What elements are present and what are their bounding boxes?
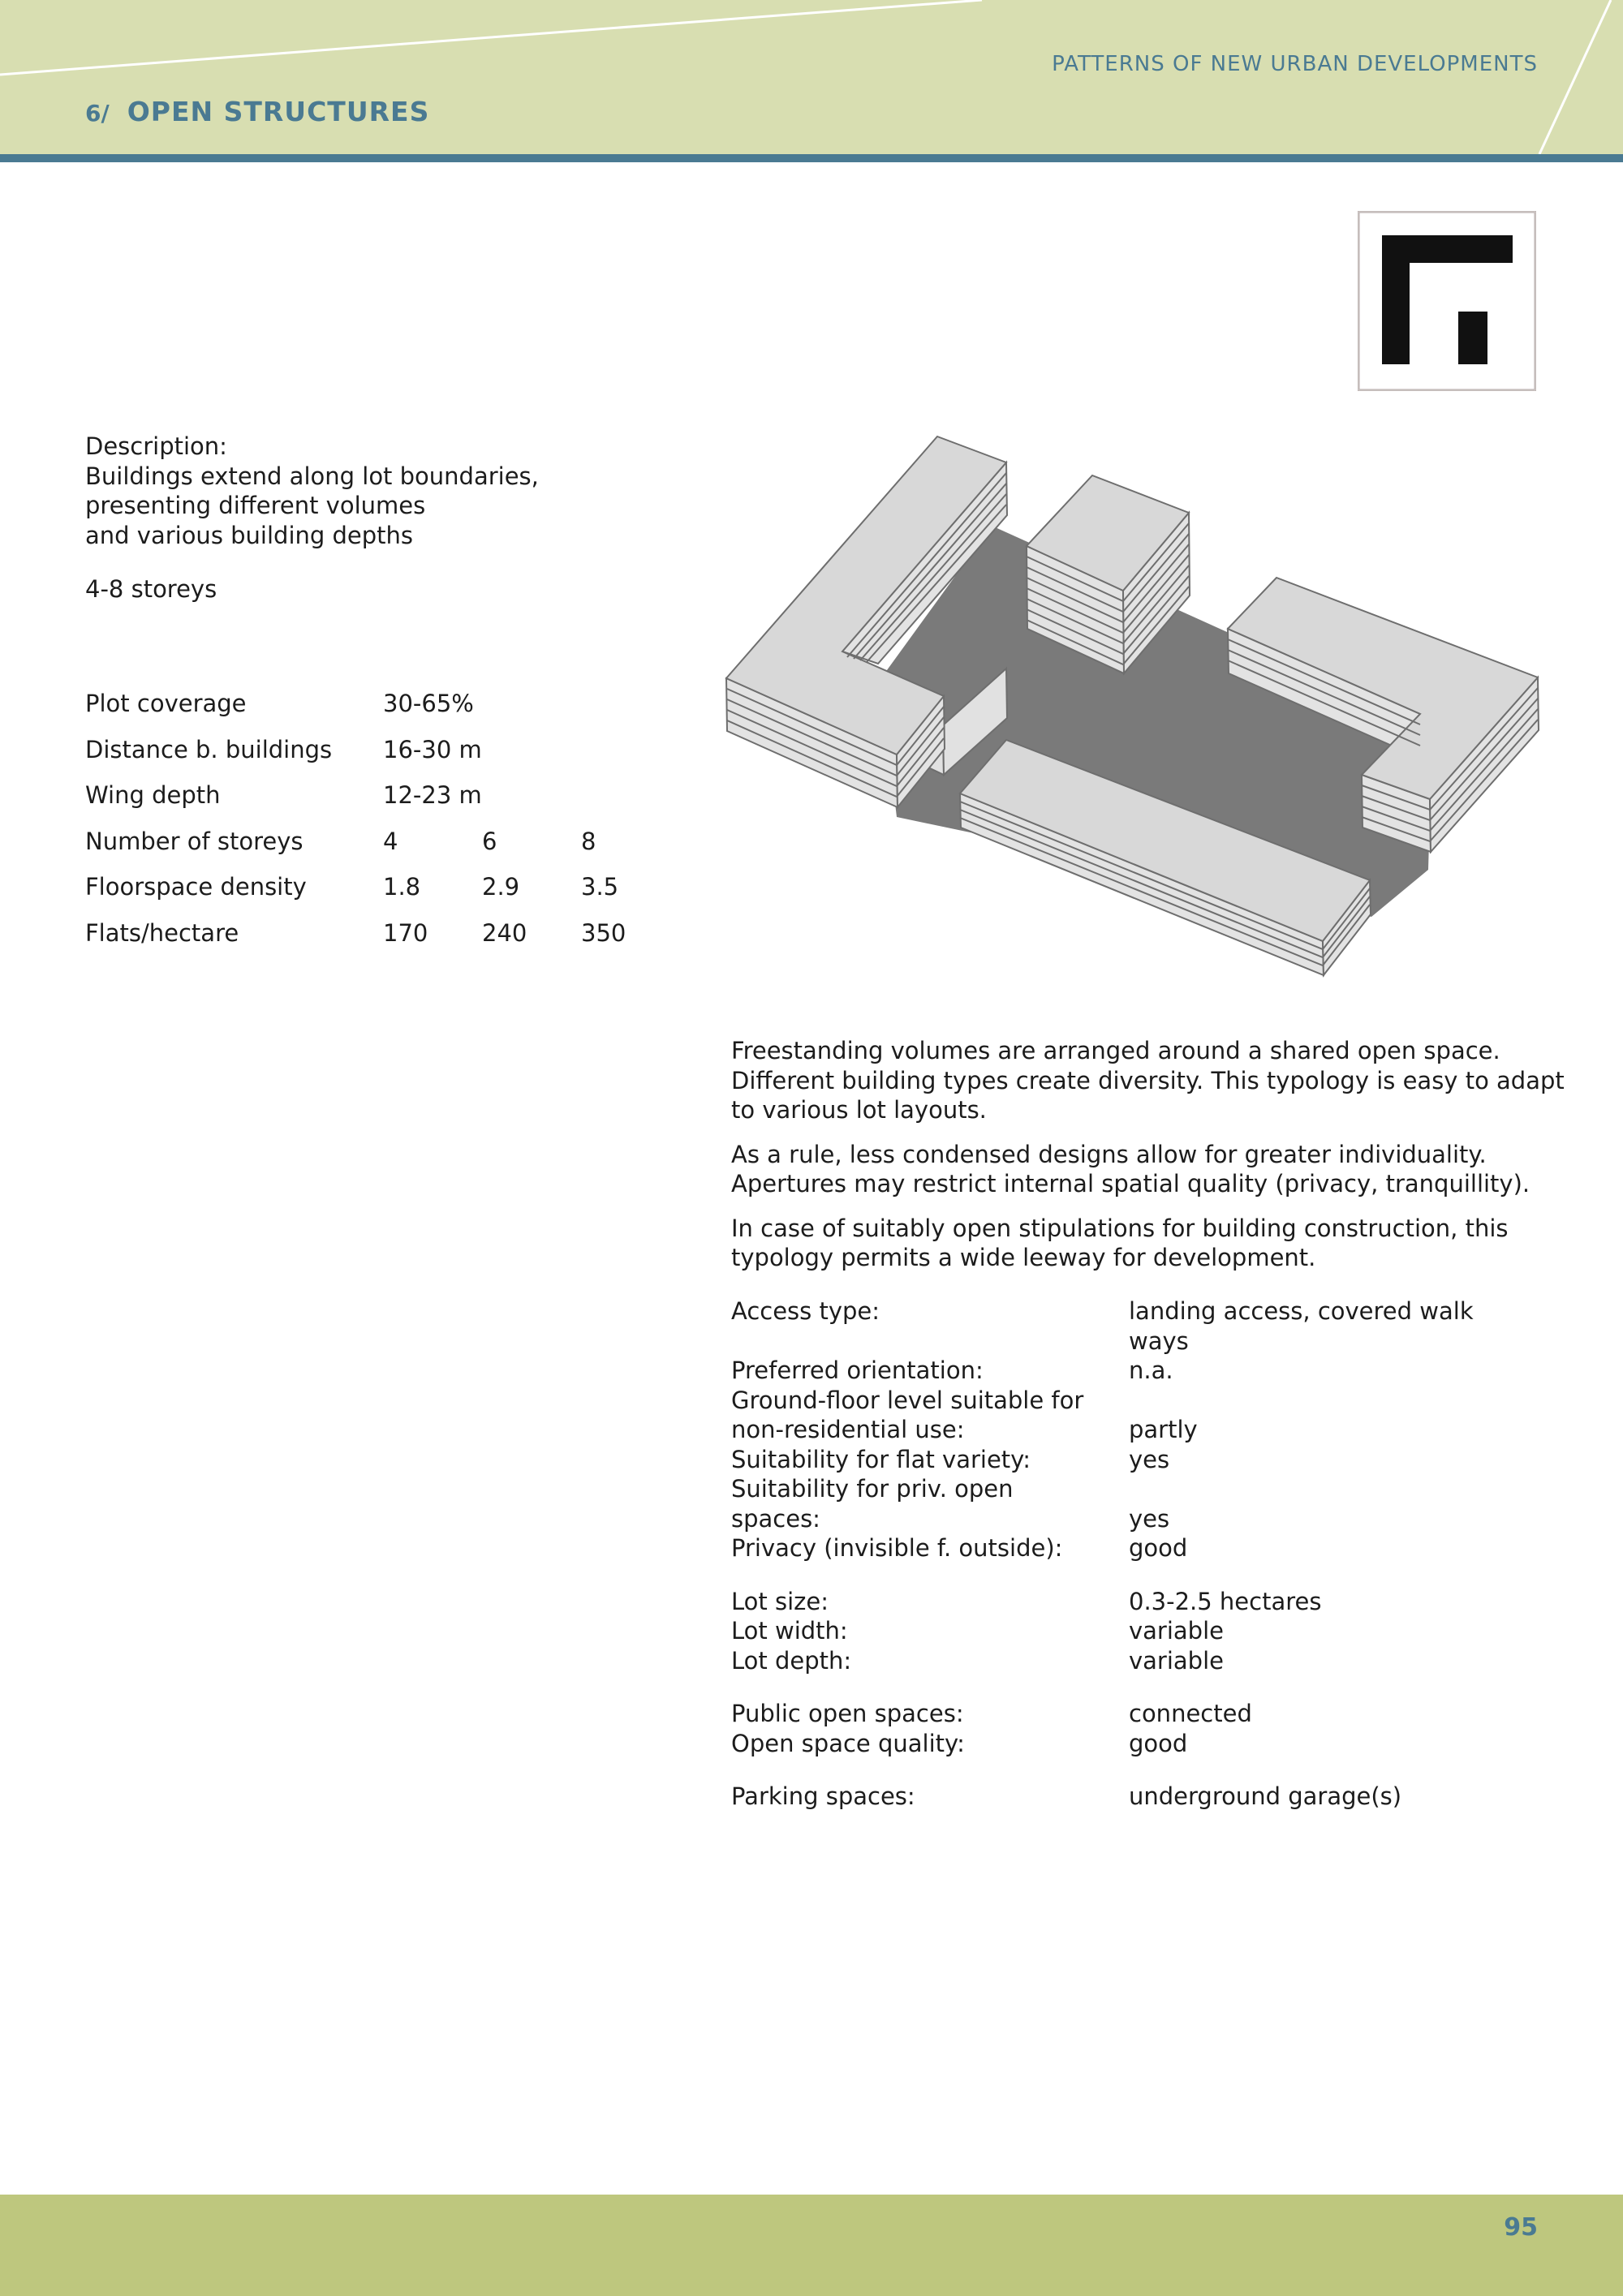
metric-label: Floorspace density — [85, 873, 307, 901]
property-row — [731, 1646, 1510, 1676]
property-row — [731, 1616, 1510, 1646]
property-value: good — [1129, 1729, 1188, 1757]
storeys-range: 4-8 storeys — [85, 575, 217, 603]
metric-label: Distance b. buildings — [85, 735, 333, 763]
property-label: Suitability for priv. open spaces: — [731, 1475, 1014, 1533]
property-label: Preferred orientation: — [731, 1357, 984, 1384]
property-label: Privacy (invisible f. outside): — [731, 1534, 1063, 1562]
description-line: presenting different volumes — [85, 492, 426, 519]
property-value: landing access, covered walk ways — [1129, 1297, 1474, 1355]
property-value: good — [1129, 1534, 1188, 1562]
properties-group — [731, 1699, 1510, 1758]
body-text — [731, 1036, 1575, 1288]
body-paragraph: In case of suitably open stipulations for building construction, this typology permits a wide leeway for development. — [731, 1214, 1509, 1271]
metric-value: 8 — [581, 827, 596, 855]
property-value: partly — [1129, 1416, 1198, 1443]
body-paragraph: Freestanding volumes are arranged around a shared open space. Different building types create diversity. This typology is easy to adapt to various lot layouts. — [731, 1037, 1565, 1124]
properties-list — [731, 1296, 1510, 1835]
metric-label: Flats/hectare — [85, 918, 239, 947]
chapter-title: OPEN STRUCTURES — [127, 96, 430, 127]
chapter-heading — [85, 96, 429, 127]
property-label: Open space quality: — [731, 1729, 965, 1757]
properties-group — [731, 1782, 1510, 1812]
page-header — [0, 0, 1623, 162]
property-label: Lot depth: — [731, 1646, 852, 1675]
property-value: variable — [1129, 1646, 1224, 1675]
metric-value: 4 — [383, 827, 398, 855]
property-label: Parking spaces: — [731, 1782, 915, 1810]
property-label: Lot size: — [731, 1587, 829, 1615]
property-label: Access type: — [731, 1297, 880, 1325]
properties-group — [731, 1296, 1510, 1563]
metric-value: 3.5 — [581, 873, 619, 901]
body-paragraph: As a rule, less condensed designs allow for greater individuality. Apertures may restrict internal spatial quality (privacy, tranquillity). — [731, 1140, 1530, 1197]
metric-label: Number of storeys — [85, 827, 304, 855]
property-row — [731, 1729, 1510, 1759]
property-label: Suitability for flat variety: — [731, 1445, 1031, 1473]
isometric-block-illustration — [722, 430, 1542, 982]
header-decorative-lines — [0, 0, 1623, 162]
property-value: connected — [1129, 1700, 1252, 1727]
property-value: n.a. — [1129, 1357, 1173, 1384]
metric-value: 6 — [482, 827, 497, 855]
metric-value: 350 — [581, 918, 626, 947]
property-row — [731, 1296, 1510, 1356]
open-structure-pictogram-icon — [1358, 211, 1536, 391]
description-heading: Description: — [85, 432, 227, 460]
property-value: yes — [1129, 1445, 1170, 1473]
description-line: and various building depths — [85, 521, 414, 549]
metric-label: Plot coverage — [85, 690, 247, 717]
property-value: 0.3-2.5 hectares — [1129, 1587, 1322, 1615]
property-row — [731, 1474, 1510, 1533]
metric-value: 30-65% — [383, 690, 474, 717]
metric-value: 12-23 m — [383, 781, 482, 809]
property-label: Lot width: — [731, 1617, 848, 1645]
metric-label: Wing depth — [85, 781, 221, 809]
property-label: Ground-floor level suitable for non-residential use: — [731, 1386, 1084, 1443]
property-label: Public open spaces: — [731, 1700, 964, 1727]
page-footer — [0, 2195, 1623, 2296]
metric-value: 240 — [482, 918, 527, 947]
header-rule — [0, 154, 1623, 162]
metric-value: 1.8 — [383, 873, 421, 901]
description-block — [85, 432, 539, 550]
description-line: Buildings extend along lot boundaries, — [85, 462, 539, 490]
property-row — [731, 1699, 1510, 1729]
metric-value: 170 — [383, 918, 428, 947]
properties-group — [731, 1587, 1510, 1676]
series-title: PATTERNS OF NEW URBAN DEVELOPMENTS — [1052, 52, 1538, 76]
property-value: underground garage(s) — [1129, 1782, 1402, 1810]
page-number: 95 — [1504, 2213, 1538, 2242]
chapter-number: 6/ — [85, 100, 110, 127]
property-row — [731, 1386, 1510, 1445]
metric-value: 2.9 — [482, 873, 520, 901]
property-value: variable — [1129, 1617, 1224, 1645]
property-value: yes — [1129, 1504, 1170, 1533]
property-row — [731, 1587, 1510, 1617]
property-row — [731, 1533, 1510, 1563]
property-row — [731, 1782, 1510, 1812]
property-row — [731, 1356, 1510, 1386]
property-row — [731, 1445, 1510, 1475]
metric-value: 16-30 m — [383, 735, 482, 763]
